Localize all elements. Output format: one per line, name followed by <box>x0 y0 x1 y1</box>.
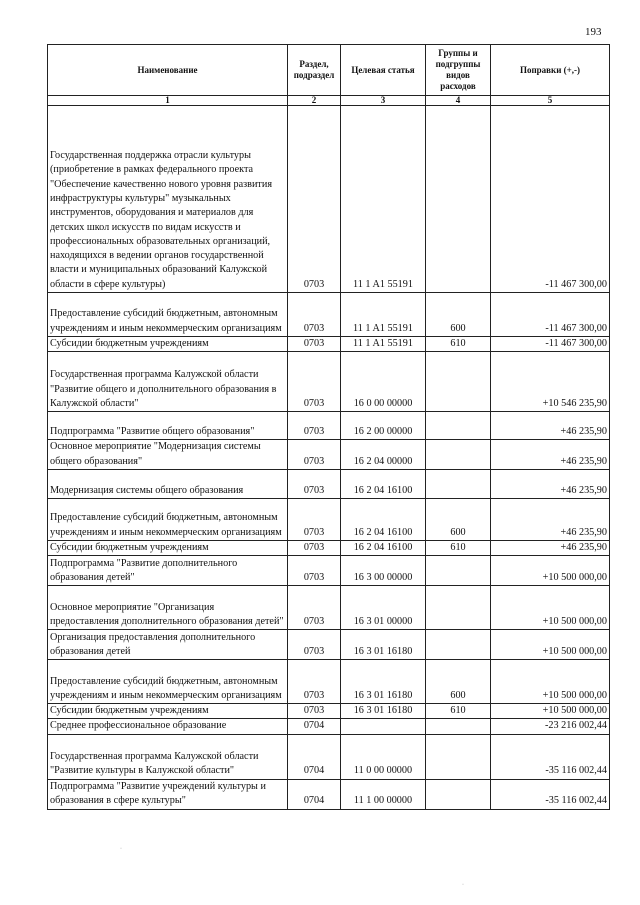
table-row <box>48 469 610 498</box>
row-amount: +10 546 235,90 <box>491 352 610 412</box>
row-amount: +10 500 000,00 <box>491 630 610 660</box>
table-row <box>48 293 610 337</box>
scan-speck: · <box>120 846 122 852</box>
row-target: 16 3 00 00000 <box>341 556 426 586</box>
row-amount: +10 500 000,00 <box>491 660 610 704</box>
row-name: Основное мероприятие "Организация предоставления дополнительного образования детей" <box>48 586 288 630</box>
row-name: Государственная программа Калужской области "Развитие общего и дополнительного образования в Калужской области" <box>48 352 288 412</box>
row-target <box>341 719 426 734</box>
row-section: 0703 <box>288 704 341 719</box>
row-amount: +46 235,90 <box>491 469 610 498</box>
row-name: Организация предоставления дополнительного образования детей <box>48 630 288 660</box>
row-section: 0703 <box>288 498 341 540</box>
column-number: 2 <box>288 96 341 106</box>
row-group <box>426 440 491 470</box>
row-target: 11 1 A1 55191 <box>341 106 426 293</box>
row-name: Среднее профессиональное образование <box>48 719 288 734</box>
header-target: Целевая статья <box>341 45 426 96</box>
row-group <box>426 106 491 293</box>
header-row <box>48 45 610 96</box>
table-row <box>48 412 610 440</box>
row-section: 0704 <box>288 779 341 809</box>
row-group <box>426 630 491 660</box>
row-group: 600 <box>426 498 491 540</box>
row-group <box>426 412 491 440</box>
page-number: 193 <box>585 26 602 38</box>
row-section: 0703 <box>288 337 341 352</box>
row-group: 610 <box>426 540 491 555</box>
row-amount: -11 467 300,00 <box>491 293 610 337</box>
row-section: 0703 <box>288 293 341 337</box>
row-name: Подпрограмма "Развитие дополнительного образования детей" <box>48 556 288 586</box>
table-row <box>48 630 610 660</box>
row-target: 16 2 00 00000 <box>341 412 426 440</box>
row-target: 16 2 04 16100 <box>341 498 426 540</box>
header-name: Наименование <box>48 45 288 96</box>
header-amendments: Поправки (+,-) <box>491 45 610 96</box>
row-group: 600 <box>426 660 491 704</box>
row-group: 610 <box>426 704 491 719</box>
row-section: 0703 <box>288 440 341 470</box>
row-amount: +46 235,90 <box>491 540 610 555</box>
table-row <box>48 352 610 412</box>
row-section: 0703 <box>288 106 341 293</box>
row-group <box>426 719 491 734</box>
table-row <box>48 734 610 779</box>
row-target: 16 2 04 16100 <box>341 469 426 498</box>
column-number: 3 <box>341 96 426 106</box>
header-groups: Группы и подгруппы видов расходов <box>426 45 491 96</box>
table-row <box>48 719 610 734</box>
row-target: 16 3 01 16180 <box>341 660 426 704</box>
table-row <box>48 556 610 586</box>
table-row <box>48 106 610 293</box>
row-target: 11 0 00 00000 <box>341 734 426 779</box>
column-number: 5 <box>491 96 610 106</box>
header-section: Раздел, подраздел <box>288 45 341 96</box>
row-amount: +46 235,90 <box>491 498 610 540</box>
row-name: Государственная программа Калужской области "Развитие культуры в Калужской области" <box>48 734 288 779</box>
row-name: Предоставление субсидий бюджетным, автономным учреждениям и иным некоммерческим организациям <box>48 498 288 540</box>
table-row <box>48 498 610 540</box>
row-section: 0704 <box>288 719 341 734</box>
row-amount: -35 116 002,44 <box>491 734 610 779</box>
row-target: 16 3 01 16180 <box>341 704 426 719</box>
row-name: Основное мероприятие "Модернизация системы общего образования" <box>48 440 288 470</box>
table-row <box>48 779 610 809</box>
row-name: Субсидии бюджетным учреждениям <box>48 540 288 555</box>
row-section: 0704 <box>288 734 341 779</box>
budget-amendments-table <box>47 44 610 810</box>
row-amount: +10 500 000,00 <box>491 556 610 586</box>
row-name: Подпрограмма "Развитие общего образования" <box>48 412 288 440</box>
row-target: 16 2 04 00000 <box>341 440 426 470</box>
column-number-row <box>48 96 610 106</box>
row-group <box>426 469 491 498</box>
row-name: Субсидии бюджетным учреждениям <box>48 704 288 719</box>
row-name: Предоставление субсидий бюджетным, автономным учреждениям и иным некоммерческим организациям <box>48 660 288 704</box>
row-group <box>426 734 491 779</box>
row-section: 0703 <box>288 630 341 660</box>
table-row <box>48 440 610 470</box>
row-target: 11 1 00 00000 <box>341 779 426 809</box>
row-amount: +46 235,90 <box>491 440 610 470</box>
row-amount: +10 500 000,00 <box>491 704 610 719</box>
row-section: 0703 <box>288 660 341 704</box>
row-section: 0703 <box>288 540 341 555</box>
row-amount: -11 467 300,00 <box>491 106 610 293</box>
row-group <box>426 779 491 809</box>
row-name: Предоставление субсидий бюджетным, автономным учреждениям и иным некоммерческим организациям <box>48 293 288 337</box>
row-target: 16 2 04 16100 <box>341 540 426 555</box>
row-amount: +10 500 000,00 <box>491 586 610 630</box>
row-name: Подпрограмма "Развитие учреждений культуры и образования в сфере культуры" <box>48 779 288 809</box>
row-name: Модернизация системы общего образования <box>48 469 288 498</box>
row-amount: -35 116 002,44 <box>491 779 610 809</box>
row-target: 11 1 A1 55191 <box>341 293 426 337</box>
row-amount: +46 235,90 <box>491 412 610 440</box>
row-section: 0703 <box>288 556 341 586</box>
row-name: Субсидии бюджетным учреждениям <box>48 337 288 352</box>
column-number: 1 <box>48 96 288 106</box>
table-row <box>48 540 610 555</box>
row-section: 0703 <box>288 469 341 498</box>
row-group <box>426 556 491 586</box>
table-row <box>48 586 610 630</box>
row-section: 0703 <box>288 412 341 440</box>
table-row <box>48 337 610 352</box>
column-number: 4 <box>426 96 491 106</box>
table-row <box>48 704 610 719</box>
row-section: 0703 <box>288 586 341 630</box>
scan-speck: · <box>462 882 464 888</box>
row-name: Государственная поддержка отрасли культуры (приобретение в рамках федерального проекта "Обеспечение качественно нового уровня развития инфраструктуры культуры" музыкальных инструментов, оборудования и материалов для детских школ искусств по видам искусств и профессиональных образовательных организаций, находящихся в ведении органов государственной власти и муниципальных образований Калужской области в сфере культуры) <box>48 106 288 293</box>
row-section: 0703 <box>288 352 341 412</box>
row-group: 600 <box>426 293 491 337</box>
row-target: 16 3 01 16180 <box>341 630 426 660</box>
row-amount: -23 216 002,44 <box>491 719 610 734</box>
row-amount: -11 467 300,00 <box>491 337 610 352</box>
row-target: 16 3 01 00000 <box>341 586 426 630</box>
row-target: 16 0 00 00000 <box>341 352 426 412</box>
row-group <box>426 352 491 412</box>
row-target: 11 1 A1 55191 <box>341 337 426 352</box>
table-row <box>48 660 610 704</box>
row-group <box>426 586 491 630</box>
row-group: 610 <box>426 337 491 352</box>
